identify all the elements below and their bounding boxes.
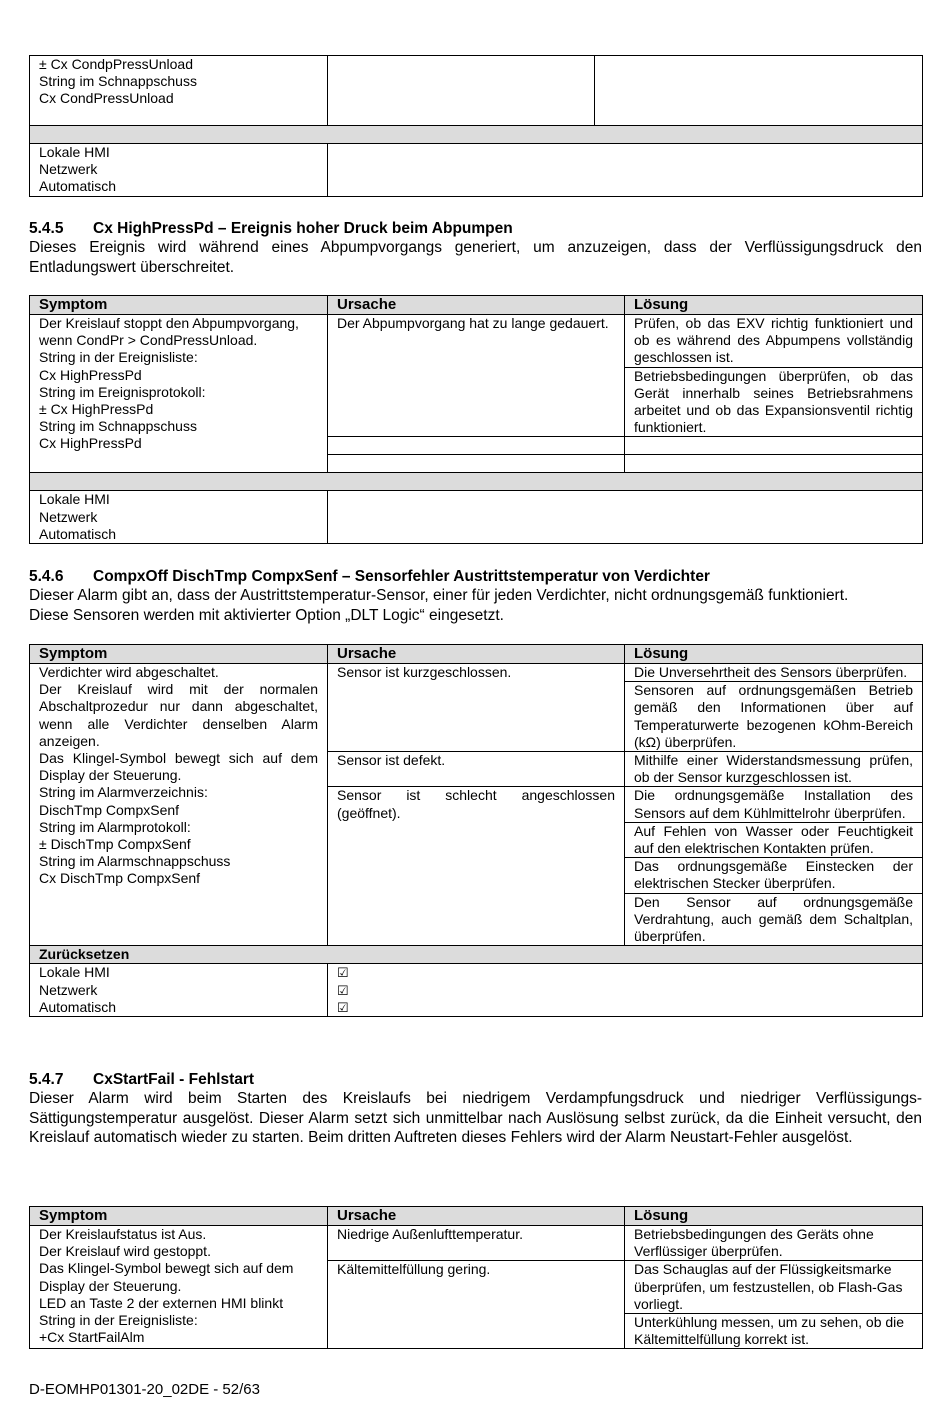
- section-heading: [29, 567, 922, 586]
- symptom-line: ± Cx CondpPressUnload: [39, 56, 193, 72]
- cause-cell: Kältemittelfüllung gering.: [328, 1261, 625, 1349]
- solution-cell: Prüfen, ob das EXV richtig funktioniert und ob es während des Abpumpens vollständig geschlossen ist.: [625, 315, 923, 368]
- symptom-line: Das Klingel-Symbol bewegt sich auf dem Display der Steuerung.: [39, 750, 318, 784]
- header-solution: Lösung: [625, 645, 923, 664]
- reset-option: Netzwerk: [39, 161, 98, 178]
- section-title: CxStartFail - Fehlstart: [93, 1071, 255, 1088]
- header-cause: Ursache: [328, 1207, 625, 1226]
- symptom-line: String in der Ereignisliste:: [39, 1312, 198, 1329]
- symptom-line: DischTmp CompxSenf: [39, 801, 180, 818]
- symptom-line: LED an Taste 2 der externen HMI blinkt: [39, 1294, 284, 1311]
- section-heading: [29, 219, 922, 238]
- solution-cell: Das Schauglas auf der Flüssigkeitsmarke überprüfen, um festzustellen, ob Flash-Gas vorliegt.: [625, 1261, 923, 1314]
- solution-cell: Betriebsbedingungen überprüfen, ob das Gerät innerhalb seines Betriebsrahmens arbeitet und ob das Expansionsventil richtig funktioniert.: [625, 367, 923, 437]
- table-545: [29, 295, 922, 544]
- symptom-line: Verdichter wird abgeschaltet.: [39, 664, 219, 680]
- reset-header-row: [30, 126, 923, 144]
- solution-cell: Die Unversehrtheit des Sensors überprüfen.: [625, 664, 923, 682]
- reset-option: Lokale HMI: [39, 491, 110, 508]
- symptom-line: ± Cx HighPressPd: [39, 401, 154, 418]
- reset-option: Automatisch: [39, 525, 117, 542]
- section-description: Diese Sensoren werden mit aktivierter Option „DLT Logic“ eingesetzt.: [29, 606, 504, 624]
- cause-cell: Sensor ist defekt.: [328, 752, 625, 787]
- reset-option: Lokale HMI: [39, 964, 110, 981]
- section-number: 5.4.7: [29, 1071, 64, 1088]
- reset-checks-cell: [328, 491, 923, 544]
- solution-cell: Unterkühlung messen, um zu sehen, ob die Kältemittelfüllung korrekt ist.: [625, 1314, 923, 1349]
- checkbox-checked-icon: ☑: [337, 965, 349, 981]
- cause-cell: Der Abpumpvorgang hat zu lange gedauert.: [328, 315, 625, 437]
- header-solution: Lösung: [625, 1207, 923, 1226]
- reset-header: Zurücksetzen: [30, 946, 923, 964]
- symptom-line: Der Kreislauf stoppt den Abpumpvorgang, wenn CondPr > CondPressUnload.: [39, 315, 299, 349]
- symptom-line: Das Klingel-Symbol bewegt sich auf dem Display der Steuerung.: [39, 1260, 294, 1294]
- reset-header-row: [30, 473, 923, 491]
- symptom-line: Cx HighPressPd: [39, 366, 142, 383]
- solution-cell: Sensoren auf ordnungsgemäßen Betrieb gemäß den Informationen über auf Temperaturwerte bezogenen kOhm-Bereich (kΩ) überprüfen.: [625, 682, 923, 752]
- section-546: [29, 567, 922, 625]
- reset-option: Lokale HMI: [39, 144, 110, 160]
- solution-cell: Den Sensor auf ordnungsgemäße Verdrahtung, auch gemäß dem Schaltplan, überprüfen.: [625, 893, 923, 946]
- empty-cell: [625, 437, 923, 455]
- page-footer: D-EOMHP01301-20_02DE - 52/63: [29, 1381, 260, 1398]
- symptom-line: String in der Ereignisliste:: [39, 349, 198, 366]
- symptom-line: Der Kreislauf wird gestoppt.: [39, 1243, 211, 1260]
- section-547: [29, 1070, 922, 1148]
- section-number: 5.4.5: [29, 220, 64, 237]
- header-solution: Lösung: [625, 296, 923, 315]
- symptom-cell: [30, 664, 328, 946]
- solution-cell: Mithilfe einer Widerstandsmessung prüfen, ob der Sensor kurzgeschlossen ist.: [625, 752, 923, 787]
- section-title: CompxOff DischTmp CompxSenf – Sensorfehler Austrittstemperatur von Verdichter: [93, 568, 710, 585]
- section-description: Dieser Alarm wird beim Starten des Kreislaufs bei niedrigem Verdampfungsdruck und niedriger Verflüssigungs-Sättigungstemperatur ausgelöst. Dieser Alarm setzt sich unmittelbar nach Auslösung selbst zurück, da die Einheit versucht, den Kreislauf automatisch wieder zu starten. Beim dritten Auftreten dieses Fehlers wird der Alarm Neustart-Fehler ausgelöst.: [29, 1090, 922, 1146]
- solution-cell: Auf Fehlen von Wasser oder Feuchtigkeit auf den elektrischen Kontakten prüfen.: [625, 822, 923, 857]
- symptom-line: String im Alarmprotokoll:: [39, 818, 191, 835]
- header-symptom: Symptom: [30, 645, 328, 664]
- section-title: Cx HighPressPd – Ereignis hoher Druck beim Abpumpen: [93, 220, 513, 237]
- checkbox-checked-icon: ☑: [337, 999, 349, 1015]
- symptom-cell: [30, 56, 328, 126]
- solution-cell: Die ordnungsgemäße Installation des Sensors auf dem Kühlmittelrohr überprüfen.: [625, 787, 923, 822]
- table-547: [29, 1206, 922, 1349]
- reset-option: Automatisch: [39, 998, 117, 1015]
- solution-cell: Betriebsbedingungen des Geräts ohne Verflüssiger überprüfen.: [625, 1226, 923, 1261]
- header-cause: Ursache: [328, 645, 625, 664]
- reset-options-cell: [30, 964, 328, 1017]
- table-546: [29, 644, 922, 1017]
- cause-cell: [328, 56, 595, 126]
- reset-option: Netzwerk: [39, 981, 98, 998]
- reset-options-cell: [30, 491, 328, 544]
- symptom-cell: [30, 315, 328, 473]
- symptom-line: String im Schnappschuss: [39, 418, 197, 435]
- cause-cell: Sensor ist kurzgeschlossen.: [328, 664, 625, 752]
- section-heading: [29, 1070, 922, 1089]
- cause-cell: Sensor ist schlecht angeschlossen (geöffnet).: [328, 787, 625, 946]
- section-description: Dieses Ereignis wird während eines Abpumpvorgangs generiert, um anzuzeigen, dass der Verflüssigungsdruck den Entladungswert überschreitet.: [29, 239, 922, 276]
- header-symptom: Symptom: [30, 296, 328, 315]
- reset-checks-cell: [328, 964, 923, 1017]
- symptom-cell: [30, 1226, 328, 1349]
- solution-cell: Das ordnungsgemäße Einstecken der elektrischen Stecker überprüfen.: [625, 858, 923, 893]
- cause-cell: Niedrige Außenlufttemperatur.: [328, 1226, 625, 1261]
- reset-checks-cell: [328, 144, 923, 197]
- empty-cell: [328, 437, 625, 455]
- symptom-line: String im Schnappschuss: [39, 73, 197, 90]
- header-cause: Ursache: [328, 296, 625, 315]
- section-number: 5.4.6: [29, 568, 64, 585]
- empty-cell: [625, 455, 923, 473]
- symptom-line: Der Kreislaufstatus ist Aus.: [39, 1226, 207, 1242]
- section-545: [29, 219, 922, 277]
- empty-cell: [328, 455, 625, 473]
- symptom-line: ± DischTmp CompxSenf: [39, 836, 191, 853]
- reset-options-cell: [30, 144, 328, 197]
- reset-option: Automatisch: [39, 178, 117, 195]
- checkbox-checked-icon: ☑: [337, 982, 349, 998]
- symptom-line: Cx DischTmp CompxSenf: [39, 870, 201, 887]
- symptom-line: +Cx StartFailAlm: [39, 1329, 145, 1346]
- symptom-line: String im Ereignisprotokoll:: [39, 383, 206, 400]
- solution-cell: [595, 56, 923, 126]
- symptom-line: String im Alarmverzeichnis:: [39, 784, 208, 801]
- reset-option: Netzwerk: [39, 508, 98, 525]
- symptom-line: Cx CondPressUnload: [39, 90, 174, 107]
- section-description: Dieser Alarm gibt an, dass der Austrittstemperatur-Sensor, einer für jeden Verdichter, nicht ordnungsgemäß funktioniert.: [29, 587, 849, 604]
- top-table: [29, 55, 922, 197]
- header-symptom: Symptom: [30, 1207, 328, 1226]
- symptom-line: String im Alarmschnappschuss: [39, 853, 231, 870]
- symptom-line: Cx HighPressPd: [39, 435, 142, 452]
- symptom-line: Der Kreislauf wird mit der normalen Abschaltprozedur nur dann abgeschaltet, wenn alle Verdichter denselben Alarm anzeigen.: [39, 681, 318, 749]
